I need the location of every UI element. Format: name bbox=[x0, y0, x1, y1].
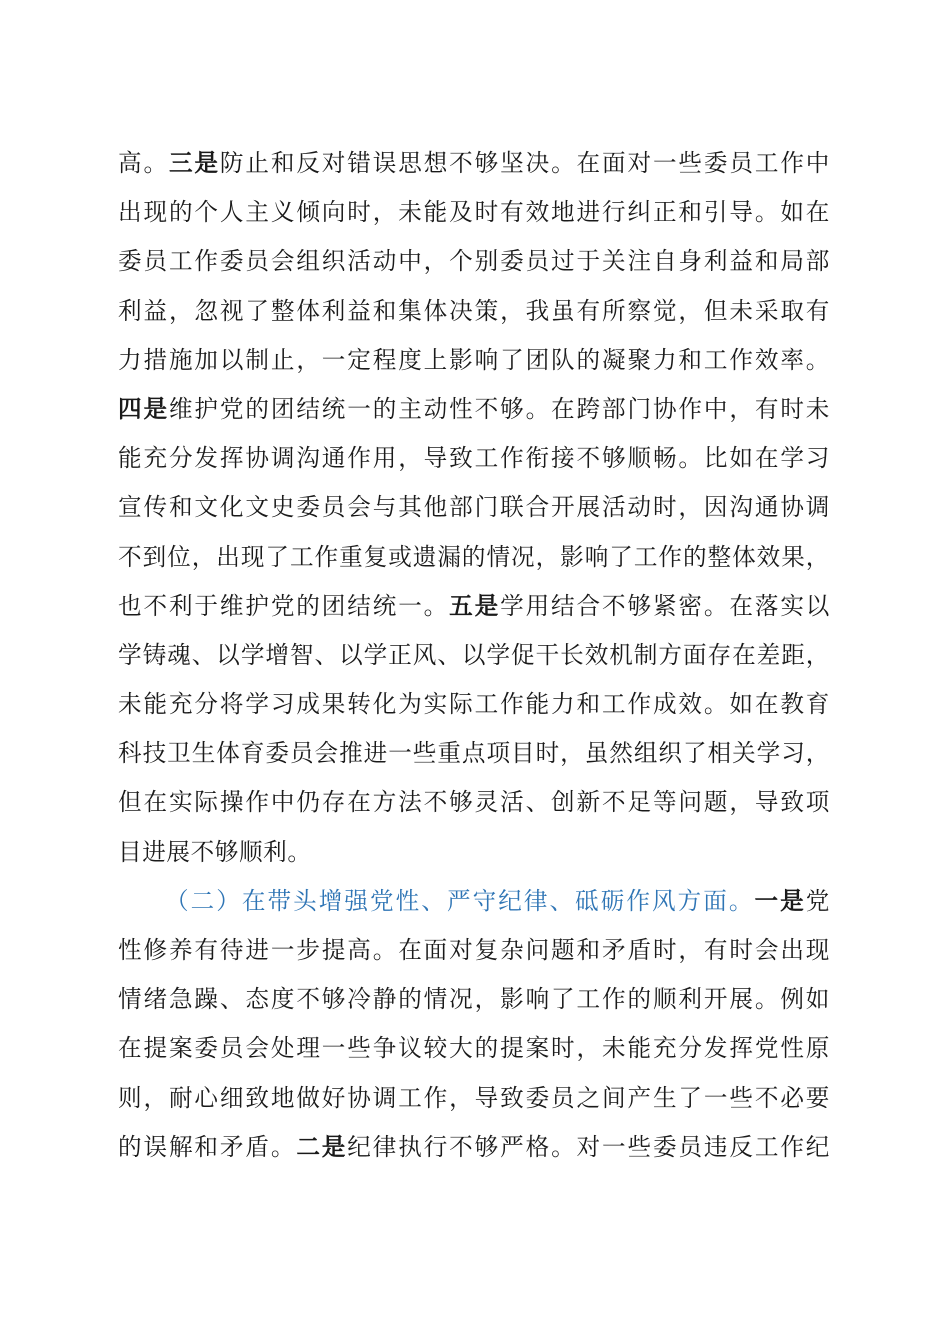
text-run: 的误解和矛盾。 bbox=[118, 1132, 297, 1161]
text-run: 目进展不够顺利。 bbox=[118, 837, 312, 866]
text-line bbox=[118, 336, 830, 385]
text-line bbox=[118, 1024, 830, 1073]
text-run: 科技卫生体育委员会推进一些重点项目时，虽然组织了相关学习， bbox=[118, 739, 830, 768]
text-run: 委员工作委员会组织活动中，个别委员过于关注自身利益和局部 bbox=[118, 247, 830, 276]
text-line bbox=[118, 533, 830, 582]
text-run: 性修养有待进一步提高。在面对复杂问题和矛盾时，有时会出现 bbox=[118, 936, 830, 964]
text-line bbox=[118, 582, 830, 631]
text-run: 但在实际操作中仍存在方法不够灵活、创新不足等问题，导致项 bbox=[118, 788, 830, 817]
item-marker-five: 五是 bbox=[449, 591, 501, 620]
text-run: 不到位，出现了工作重复或遗漏的情况，影响了工作的整体效果， bbox=[118, 542, 830, 571]
text-line bbox=[118, 237, 830, 286]
text-line bbox=[118, 1123, 830, 1172]
text-line bbox=[118, 778, 830, 827]
text-line bbox=[118, 828, 830, 877]
text-line bbox=[118, 631, 830, 680]
text-line bbox=[118, 680, 830, 729]
text-line bbox=[118, 926, 830, 975]
body-text bbox=[118, 139, 830, 1172]
text-run: 纪律执行不够严格。对一些委员违反工作纪 bbox=[347, 1132, 831, 1161]
text-run: 防止和反对错误思想不够坚决。在面对一些委员工作中 bbox=[219, 149, 830, 177]
text-line bbox=[118, 1074, 830, 1123]
text-run: 则，耐心细致地做好协调工作，导致委员之间产生了一些不必要 bbox=[118, 1083, 830, 1112]
text-run: 学用结合不够紧密。在落实以 bbox=[500, 591, 830, 620]
text-line bbox=[118, 287, 830, 336]
text-line bbox=[118, 483, 830, 532]
text-run: 情绪急躁、态度不够冷静的情况，影响了工作的顺利开展。例如 bbox=[118, 985, 830, 1014]
text-run: 高。 bbox=[118, 149, 169, 177]
text-run: 未能充分将学习成果转化为实际工作能力和工作成效。如在教育 bbox=[118, 690, 830, 719]
text-run: 能充分发挥协调沟通作用，导致工作衔接不够顺畅。比如在学习 bbox=[118, 444, 830, 473]
text-line bbox=[118, 139, 830, 188]
text-line bbox=[118, 729, 830, 778]
section-heading-line bbox=[118, 877, 830, 926]
text-run: 出现的个人主义倾向时，未能及时有效地进行纠正和引导。如在 bbox=[118, 198, 830, 227]
text-run: 学铸魂、以学增智、以学正风、以学促干长效机制方面存在差距， bbox=[118, 640, 830, 669]
text-line bbox=[118, 975, 830, 1024]
text-run: 宣传和文化文史委员会与其他部门联合开展活动时，因沟通协调 bbox=[118, 493, 830, 522]
text-run: 利益，忽视了整体利益和集体决策，我虽有所察觉，但未采取有 bbox=[118, 296, 830, 325]
section-heading-two: （二）在带头增强党性、严守纪律、砥砺作风方面。 bbox=[165, 886, 755, 915]
text-line bbox=[118, 434, 830, 483]
item-marker-four: 四是 bbox=[118, 394, 169, 423]
item-marker-two: 二是 bbox=[296, 1132, 348, 1161]
item-marker-one: 一是 bbox=[754, 886, 806, 915]
item-marker-three: 三是 bbox=[168, 149, 220, 177]
text-run: 也不利于维护党的团结统一。 bbox=[118, 591, 450, 620]
text-run: 在提案委员会处理一些争议较大的提案时，未能充分发挥党性原 bbox=[118, 1034, 830, 1063]
text-line bbox=[118, 188, 830, 237]
text-run: 党 bbox=[805, 886, 830, 915]
text-run: 力措施加以制止，一定程度上影响了团队的凝聚力和工作效率。 bbox=[118, 345, 830, 374]
text-run: 维护党的团结统一的主动性不够。在跨部门协作中，有时未 bbox=[168, 394, 830, 423]
text-line bbox=[118, 385, 830, 434]
